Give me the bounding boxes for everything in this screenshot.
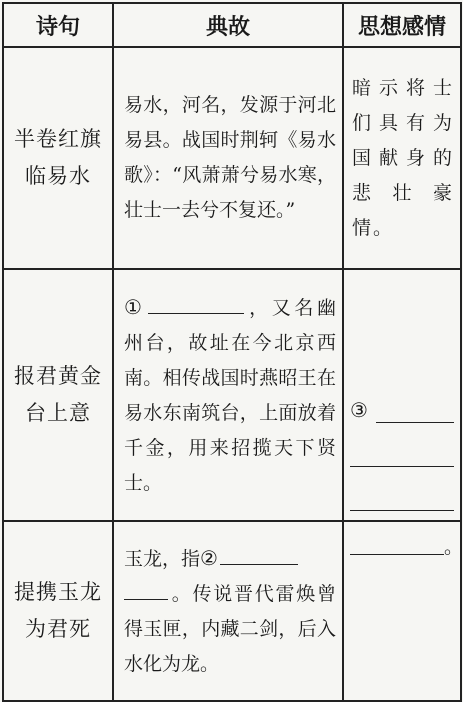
allusion-rest: 。传说晋代雷焕曾得玉匣，内藏二剑，后入水化为龙。: [124, 582, 336, 675]
header-verse: 诗句: [3, 3, 113, 47]
answer-blank-2-cont[interactable]: [124, 599, 168, 600]
table-row: [3, 521, 461, 701]
answer-blank-2[interactable]: [220, 564, 298, 565]
table-row: [3, 47, 461, 269]
allusion-prefix: 玉龙，指: [124, 547, 201, 570]
allusion-text: 易水，河名，发源于河北易县。战国时荆轲《易水歌》：“风萧萧兮易水寒，壮士一去兮不复还。”: [124, 94, 336, 221]
answer-blank-3-line[interactable]: [350, 554, 444, 555]
blank-number-1: ①: [124, 294, 146, 319]
allusion-cell: [113, 269, 343, 521]
emotion-cell: 暗示将士们具有为国献身的悲壮豪情。: [343, 47, 461, 269]
answer-blank-1[interactable]: [148, 313, 244, 314]
answer-blank-3-line[interactable]: [350, 466, 454, 467]
blank-3-end-period: 。: [444, 536, 463, 558]
table-row: [3, 269, 461, 521]
poetry-allusion-table: [2, 2, 462, 702]
emotion-cell: [343, 269, 463, 558]
blank-number-3: ③: [350, 398, 368, 422]
header-row: [3, 3, 461, 47]
allusion-cell: [113, 47, 343, 269]
verse-cell: 半卷红旗临易水: [3, 47, 113, 269]
header-emotion: 思想感情: [343, 3, 461, 47]
answer-blank-3-line[interactable]: [350, 510, 454, 511]
allusion-text: [124, 290, 336, 501]
verse-cell: 报君黄金台上意: [3, 269, 113, 521]
allusion-cell: [113, 521, 343, 701]
answer-blank-3-line[interactable]: [376, 422, 454, 423]
allusion-rest: ，又名幽州台，故址在今北京西南。相传战国时燕昭王在易水东南筑台，上面放着千金，用来招揽天下贤士。: [124, 296, 336, 494]
blank-number-2: ②: [200, 545, 218, 570]
verse-cell: 提携玉龙为君死: [3, 521, 113, 701]
allusion-text: [124, 541, 336, 682]
header-allusion: 典故: [113, 3, 343, 47]
